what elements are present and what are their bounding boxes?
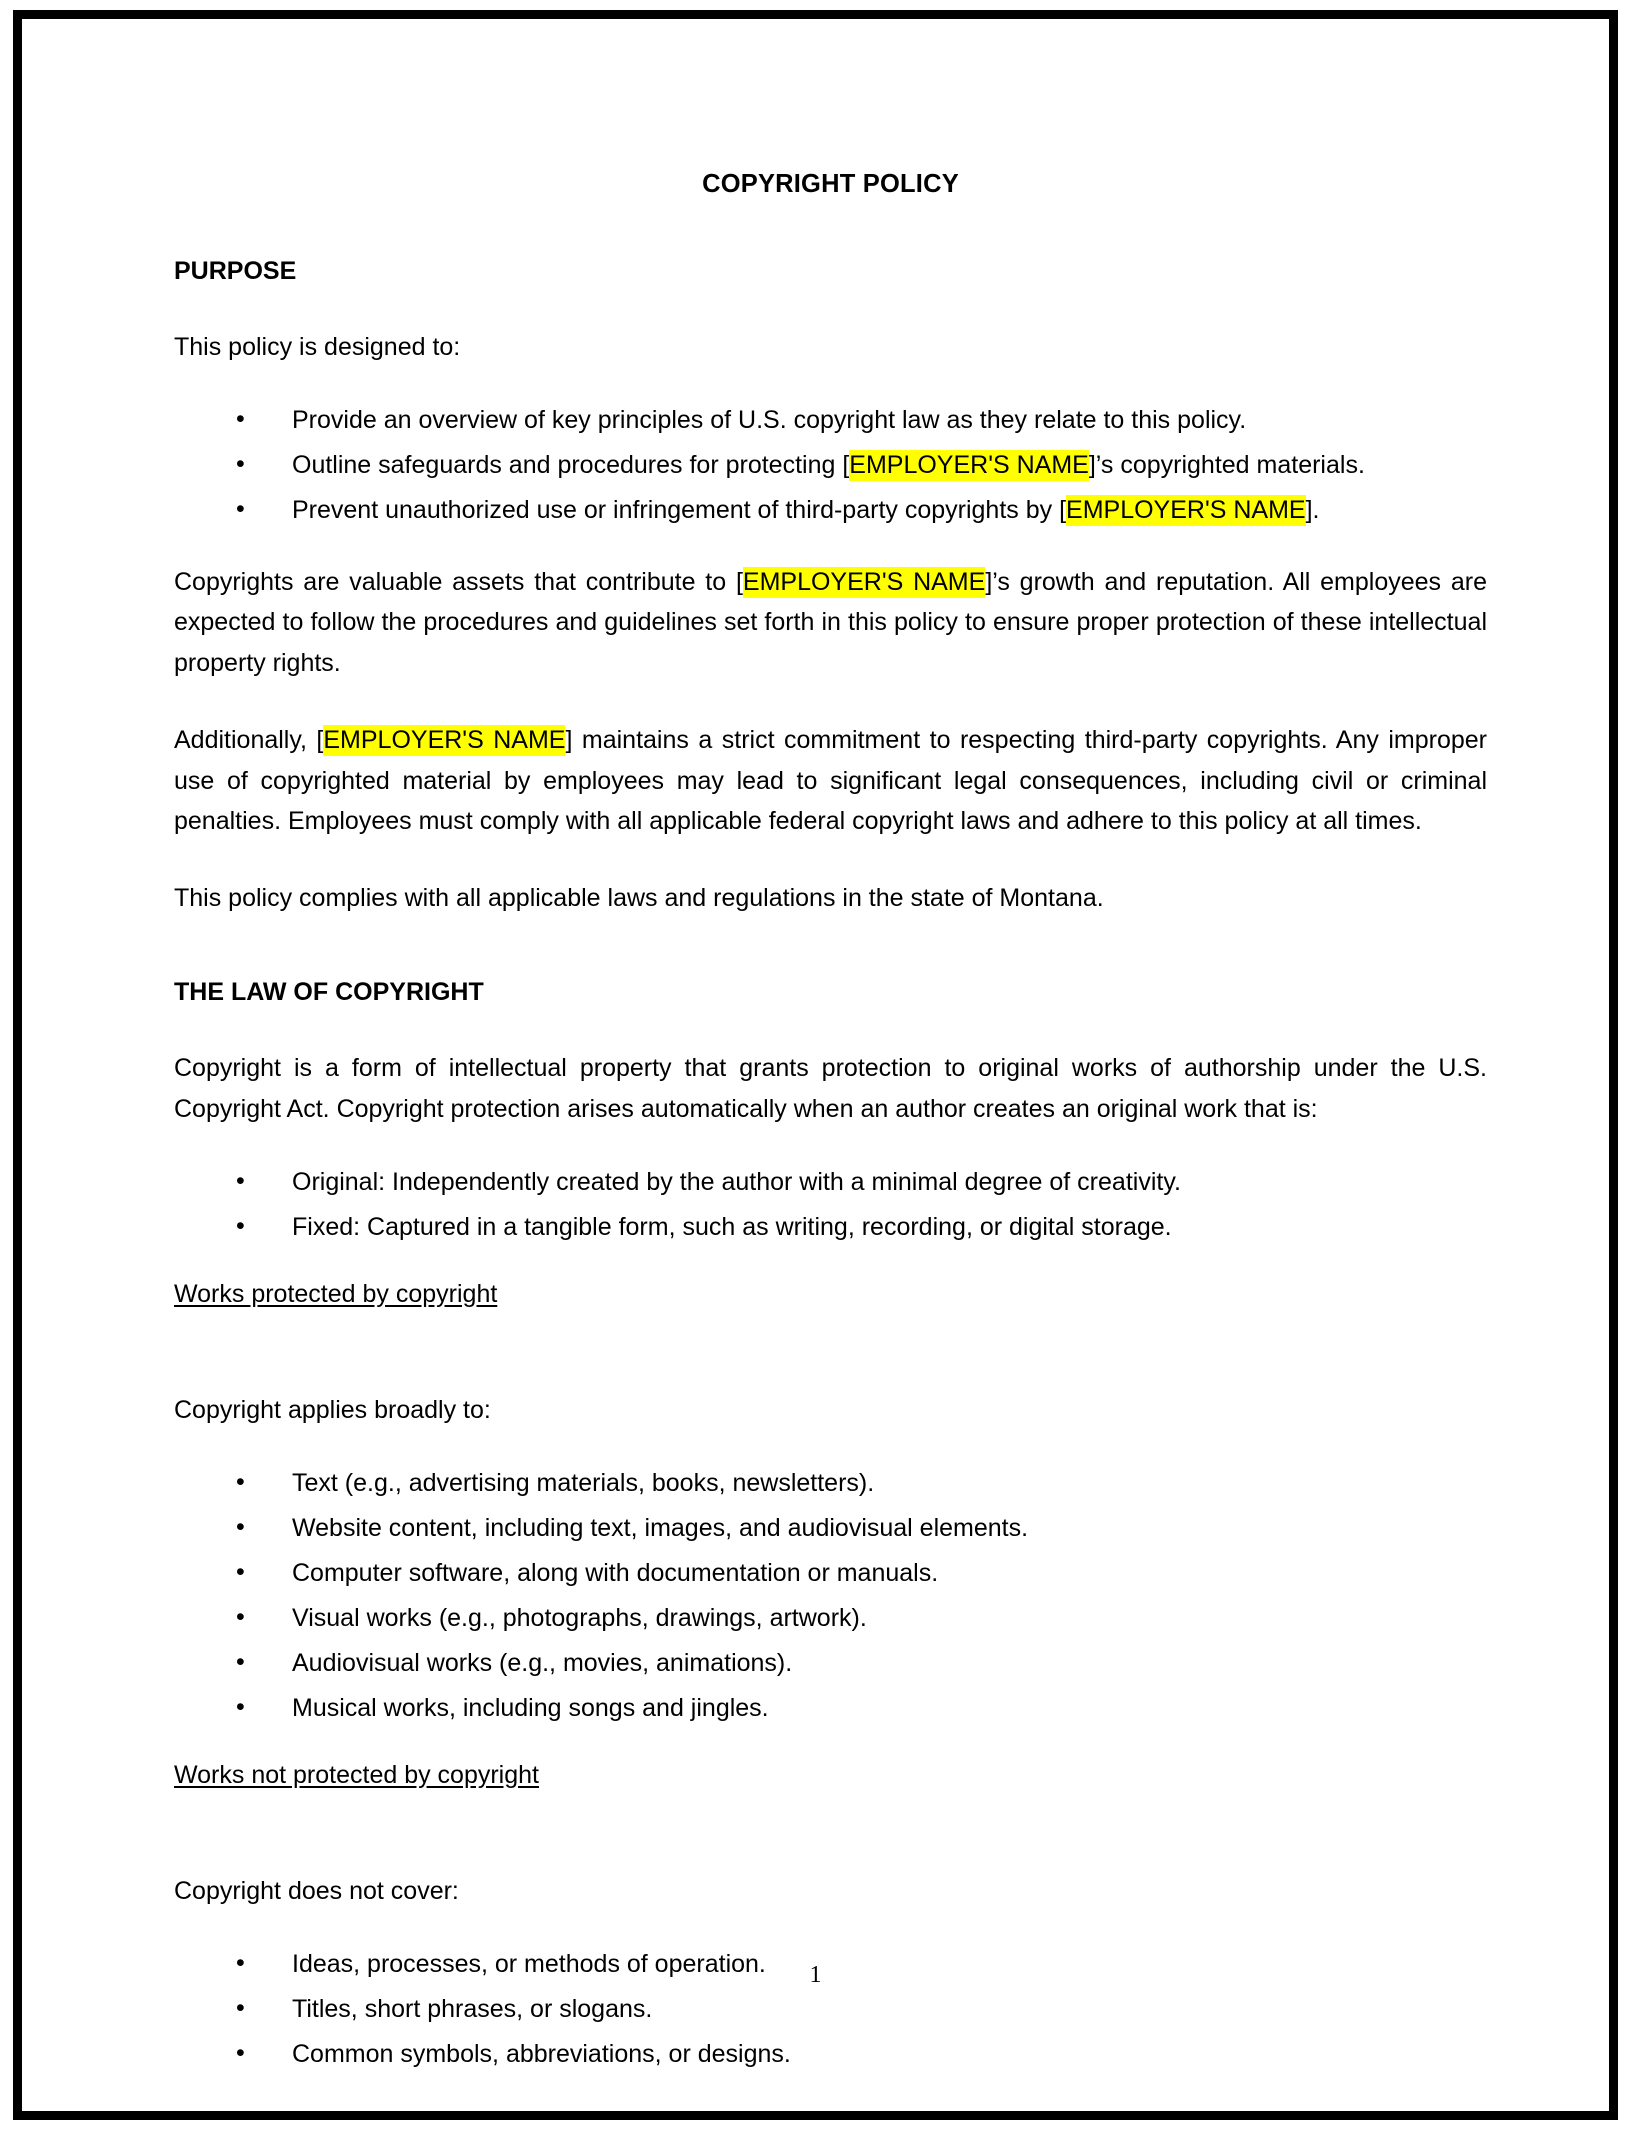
section-heading-law-of-copyright: THE LAW OF COPYRIGHT xyxy=(174,977,484,1006)
bullet-text: Computer software, along with documentation or manuals. xyxy=(292,1558,939,1587)
list-item xyxy=(174,1512,1487,1544)
list-item xyxy=(174,1211,1487,1243)
works-not-protected-lead-in: Copyright does not cover: xyxy=(174,1876,459,1905)
list-item xyxy=(174,1467,1487,1499)
purpose-paragraph-1 xyxy=(174,562,1487,684)
subheading-works-protected: Works protected by copyright xyxy=(174,1279,498,1308)
document-body xyxy=(174,169,1487,2106)
copyright-criteria-bullet-list xyxy=(174,1166,1487,1243)
subheading-works-protected-wrapper xyxy=(174,1279,1487,1350)
paragraph-text-post: ]’s growth and reputation. All employees are expected to follow the procedures and guidelines set forth in this policy to ensure proper protection of these intellectual property rights. xyxy=(174,567,1487,678)
bullet-text: Ideas, processes, or methods of operation. xyxy=(292,1949,766,1978)
bullet-text-pre: Provide an overview of key principles of U.S. copyright law as they relate to this policy. xyxy=(292,405,1247,434)
law-of-copyright-intro: Copyright is a form of intellectual property that grants protection to original works of authorship under the U.S. Copyright Act. Copyright protection arises automatically when an author creates an original work that is: xyxy=(174,1054,1487,1123)
bullet-text: Visual works (e.g., photographs, drawings, artwork). xyxy=(292,1603,867,1632)
list-item xyxy=(174,1557,1487,1589)
compliance-statement: This policy complies with all applicable laws and regulations in the state of Montana. xyxy=(174,884,1104,913)
list-item xyxy=(174,404,1487,436)
list-item xyxy=(174,1166,1487,1198)
section-heading-purpose: PURPOSE xyxy=(174,256,297,285)
list-item xyxy=(174,1647,1487,1679)
bullet-text: Common symbols, abbreviations, or designs. xyxy=(292,2039,791,2068)
list-item xyxy=(174,1602,1487,1634)
highlight-placeholder: EMPLOYER'S NAME xyxy=(323,725,566,754)
list-item xyxy=(174,494,1487,526)
purpose-lead-in: This policy is designed to: xyxy=(174,332,461,361)
bullet-text-post: ]. xyxy=(1305,495,1320,524)
purpose-paragraph-2 xyxy=(174,720,1487,842)
paragraph-text-post: ] maintains a strict commitment to respecting third-party copyrights. Any improper use of copyrighted material by employees may lead to significant legal consequences, including civil or criminal penalties. Employees must comply with all applicable federal copyright laws and adhere to this policy at all times. xyxy=(174,725,1487,836)
subheading-works-not-protected: Works not protected by copyright xyxy=(174,1760,539,1789)
bullet-text-pre: Prevent unauthorized use or infringement of third-party copyrights by [ xyxy=(292,495,1067,524)
bullet-text-post: ]’s copyrighted materials. xyxy=(1088,450,1365,479)
bullet-text: Musical works, including songs and jingles. xyxy=(292,1693,769,1722)
bullet-text: Website content, including text, images, and audiovisual elements. xyxy=(292,1513,1029,1542)
page-title: COPYRIGHT POLICY xyxy=(702,170,959,198)
highlight-placeholder: EMPLOYER'S NAME xyxy=(742,567,986,596)
list-item xyxy=(174,449,1487,481)
document-page-frame xyxy=(13,10,1618,2120)
bullet-text: Fixed: Captured in a tangible form, such as writing, recording, or digital storage. xyxy=(292,1212,1172,1241)
bullet-text-pre: Outline safeguards and procedures for protecting [ xyxy=(292,450,850,479)
bullet-text: Titles, short phrases, or slogans. xyxy=(292,1994,653,2023)
highlight-placeholder: EMPLOYER'S NAME xyxy=(1066,495,1306,524)
highlight-placeholder: EMPLOYER'S NAME xyxy=(849,450,1089,479)
list-item xyxy=(174,1692,1487,1724)
list-item xyxy=(174,2038,1487,2070)
paragraph-text-pre: Additionally, [ xyxy=(174,725,324,754)
bullet-text: Original: Independently created by the author with a minimal degree of creativity. xyxy=(292,1167,1181,1196)
page-number-footer: 1 xyxy=(809,1962,822,1988)
list-item xyxy=(174,1993,1487,2025)
works-protected-lead-in: Copyright applies broadly to: xyxy=(174,1395,491,1424)
subheading-works-not-protected-wrapper xyxy=(174,1760,1487,1831)
paragraph-text-pre: Copyrights are valuable assets that contribute to [ xyxy=(174,567,743,596)
purpose-bullet-list xyxy=(174,404,1487,526)
works-protected-bullet-list xyxy=(174,1467,1487,1724)
bullet-text: Audiovisual works (e.g., movies, animations). xyxy=(292,1648,793,1677)
bullet-text: Text (e.g., advertising materials, books, newsletters). xyxy=(292,1468,875,1497)
